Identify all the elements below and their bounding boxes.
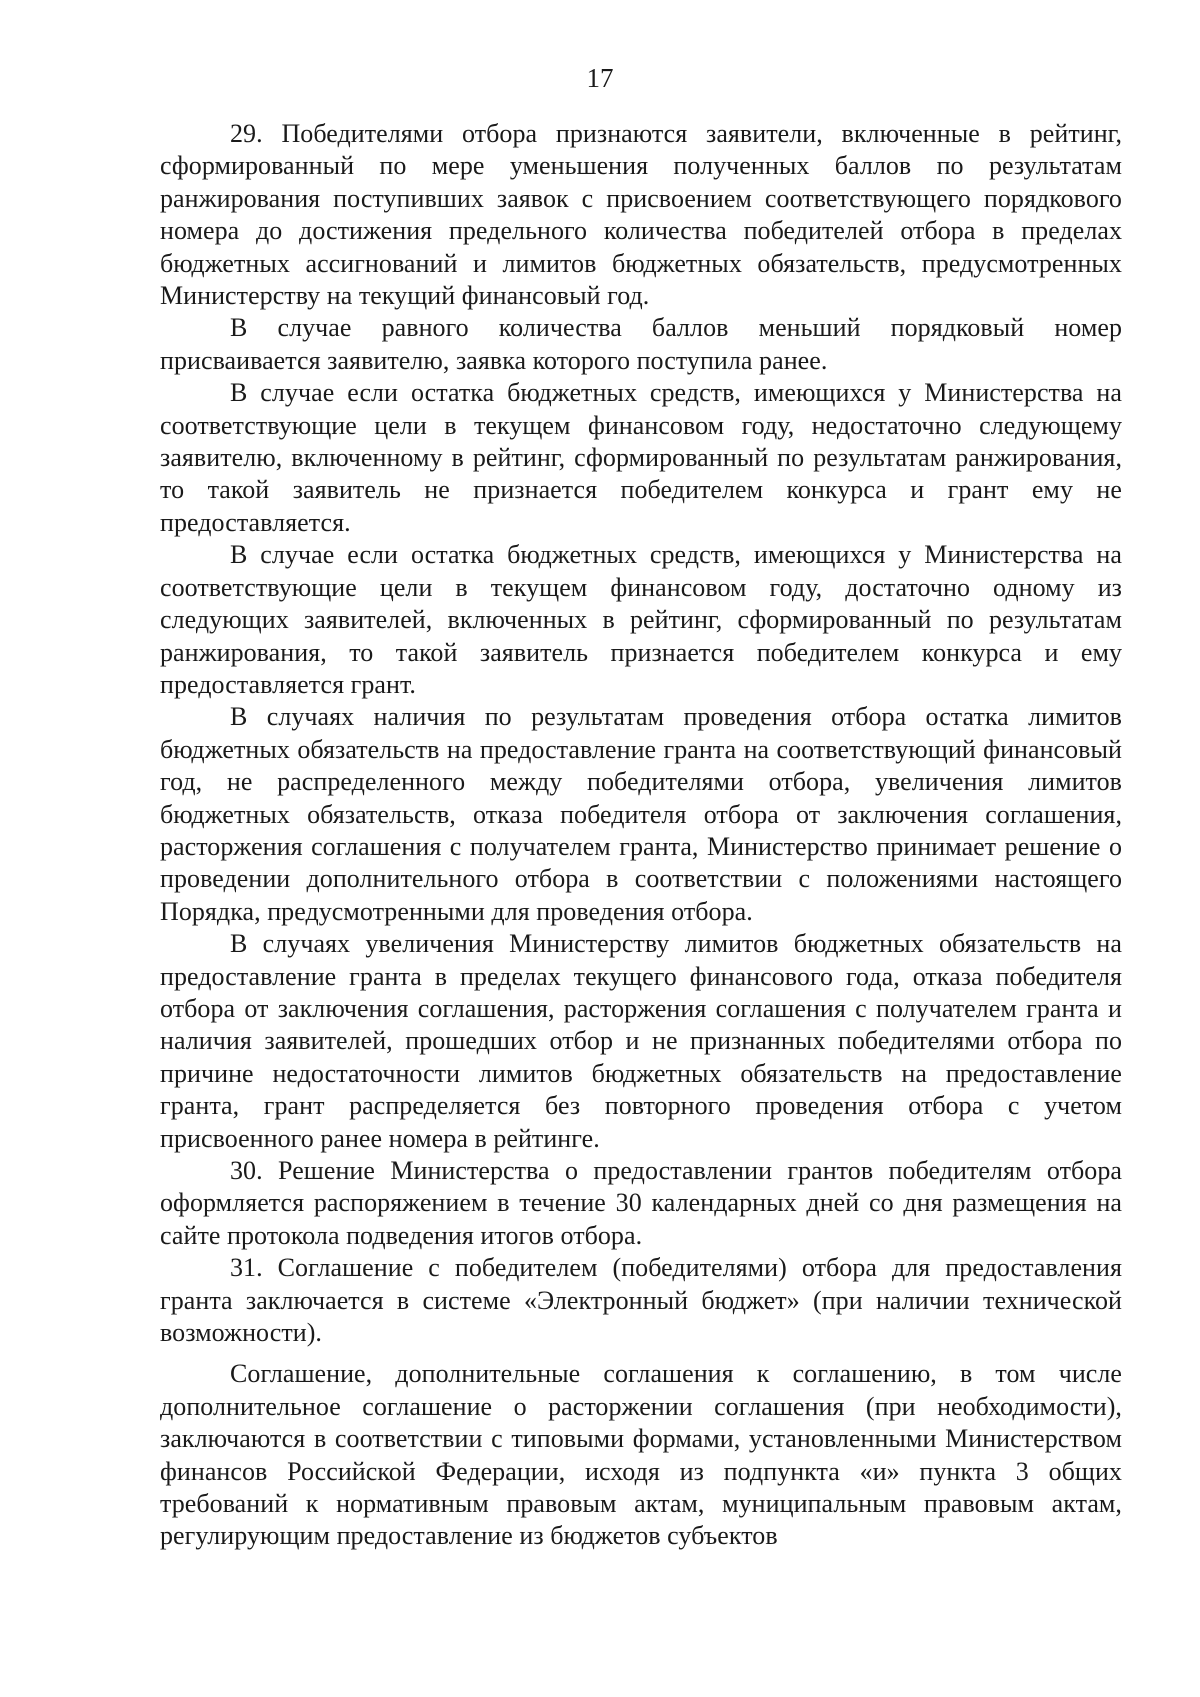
document-body — [160, 118, 1122, 1553]
paragraph-equal-score: В случае равного количества баллов меньший порядковый номер присваивается заявителю, заявка которого поступила ранее. — [160, 313, 1122, 375]
paragraph-insufficient-funds: В случае если остатка бюджетных средств, имеющихся у Министерства на соответствующие цели в текущем финансовом году, недостаточно следующему заявителю, включенному в рейтинг, сформированный по результатам ранжирования, то такой заявитель не признается победителем конкурса и грант ему не предоставляется. — [160, 378, 1122, 537]
paragraph-limit-increase: В случаях увеличения Министерству лимитов бюджетных обязательств на предоставление гранта в пределах текущего финансового года, отказа победителя отбора от заключения соглашения, расторжения соглашения с получателем гранта и наличия заявителей, прошедших отбор и не признанных победителями отбора по причине недостаточности лимитов бюджетных обязательств на предоставление гранта, грант распределяется без повторного проведения отбора с учетом присвоенного ранее номера в рейтинге. — [160, 929, 1122, 1153]
paragraph-30: 30. Решение Министерства о предоставлении грантов победителям отбора оформляется распоряжением в течение 30 календарных дней со дня размещения на сайте протокола подведения итогов отбора. — [160, 1156, 1122, 1250]
page-number: 17 — [586, 63, 614, 93]
paragraph-31: 31. Соглашение с победителем (победителями) отбора для предоставления гранта заключается в системе «Электронный бюджет» (при наличии технической возможности). — [160, 1253, 1122, 1348]
paragraph-additional-selection: В случаях наличия по результатам проведения отбора остатка лимитов бюджетных обязательств на предоставление гранта на соответствующий финансовый год, не распределенного между победителями отбора, увеличения лимитов бюджетных обязательств, отказа победителя отбора от заключения соглашения, расторжения соглашения с получателем гранта, Министерство принимает решение о проведении дополнительного отбора в соответствии с положениями настоящего Порядка, предусмотренными для проведения отбора. — [160, 702, 1122, 926]
paragraph-agreement-forms: Соглашение, дополнительные соглашения к соглашению, в том числе дополнительное соглашение о расторжении соглашения (при необходимости), заключаются в соответствии с типовыми формами, установленными Министерством финансов Российской Федерации, исходя из подпункта «и» пункта 3 общих требований к нормативным правовым актам, муниципальным правовым актам, регулирующим предоставление из бюджетов субъектов — [160, 1359, 1122, 1551]
paragraph-29: 29. Победителями отбора признаются заявители, включенные в рейтинг, сформированный по мере уменьшения полученных баллов по результатам ранжирования поступивших заявок с присвоением соответствующего порядкового номера до достижения предельного количества победителей отбора в пределах бюджетных ассигнований и лимитов бюджетных обязательств, предусмотренных Министерству на текущий финансовый год. — [160, 119, 1122, 311]
paragraph-sufficient-funds: В случае если остатка бюджетных средств, имеющихся у Министерства на соответствующие цели в текущем финансовом году, достаточно одному из следующих заявителей, включенных в рейтинг, сформированный по результатам ранжирования, то такой заявитель признается победителем конкурса и ему предоставляется грант. — [160, 540, 1122, 699]
